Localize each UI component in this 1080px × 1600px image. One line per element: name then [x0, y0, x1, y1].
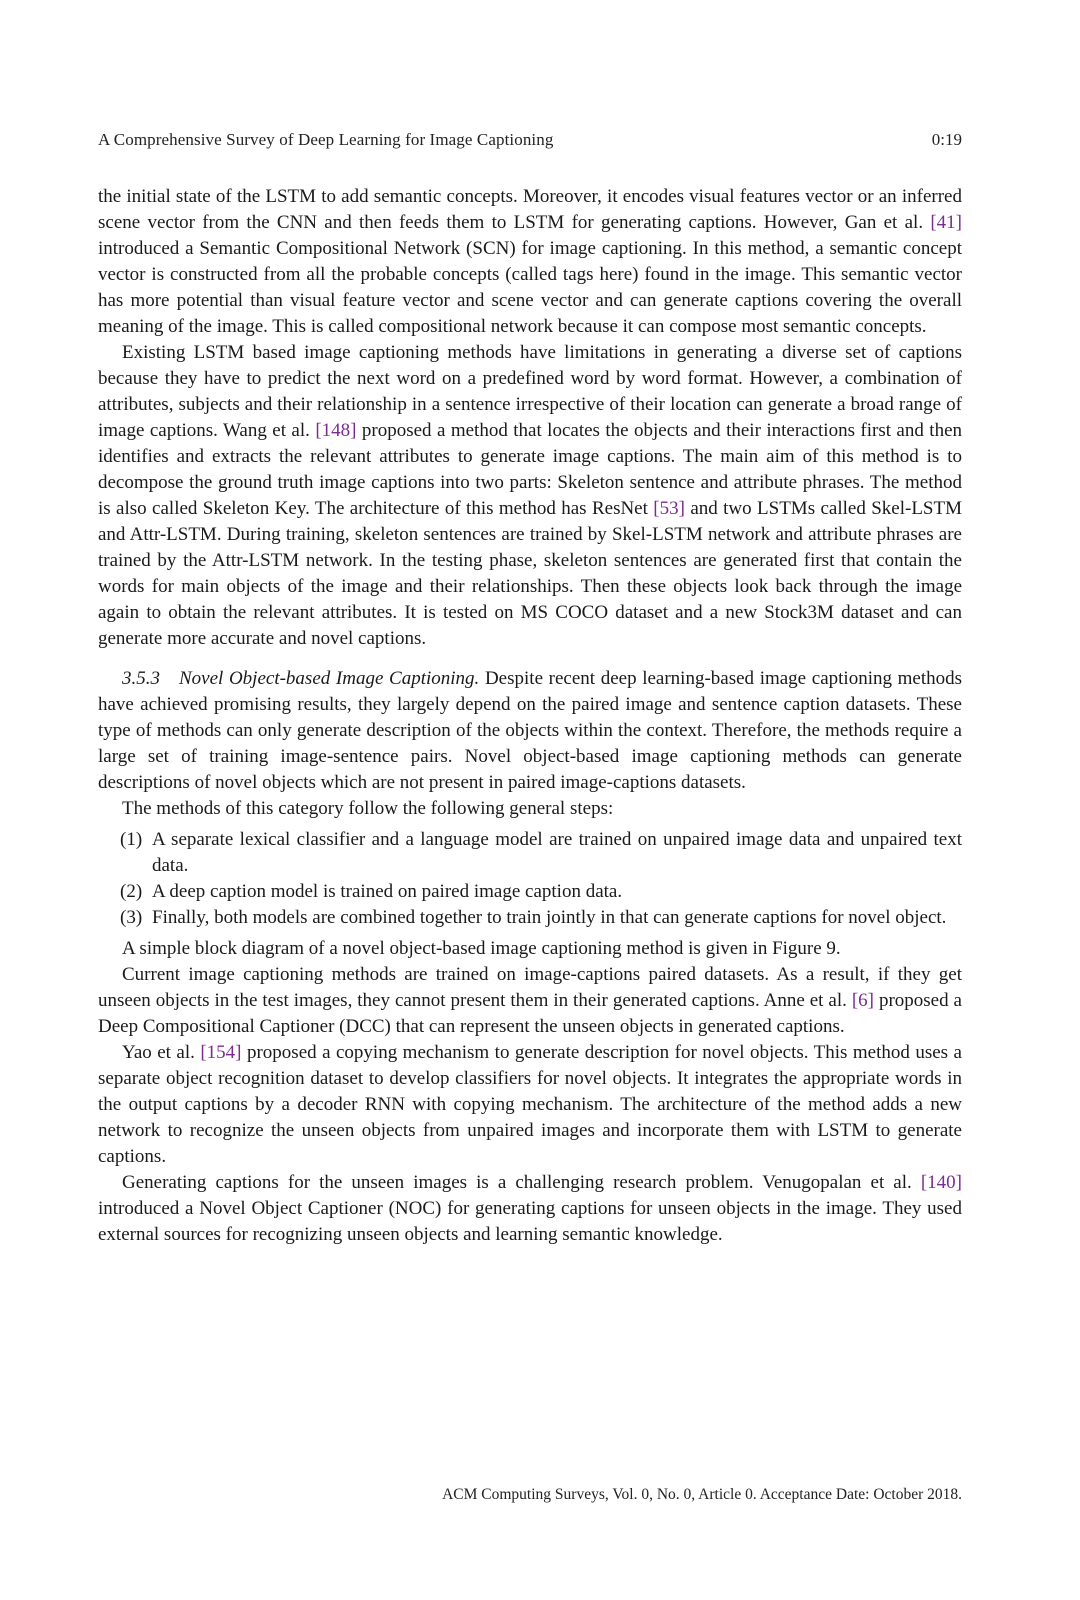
list-item-text: A deep caption model is trained on paired image caption data.	[152, 881, 623, 902]
paragraph	[98, 936, 962, 962]
paragraph-text: The methods of this category follow the following general steps:	[122, 798, 614, 819]
paragraph	[98, 340, 962, 652]
citation-link[interactable]: [53]	[653, 498, 685, 519]
paragraph	[98, 1170, 962, 1248]
page-header	[98, 130, 962, 150]
paragraph	[98, 666, 962, 796]
list-item-marker: (2)	[120, 881, 143, 902]
paragraph-text: Generating captions for the unseen images is a challenging research problem. Venugopalan et al.	[122, 1172, 921, 1193]
paragraph-text: Current image captioning methods are trained on image-captions paired datasets. As a result, if they get unseen objects in the test images, they cannot present them in their generated captions. Anne et al.	[98, 964, 962, 1011]
list-item-text: A separate lexical classifier and a language model are trained on unpaired image data and unpaired text data.	[152, 829, 962, 876]
page-body	[98, 184, 962, 1248]
citation-link[interactable]: [41]	[930, 212, 962, 233]
citation-link[interactable]: [148]	[315, 420, 357, 441]
paragraph-text: A simple block diagram of a novel object-based image captioning method is given in Figure 9.	[122, 938, 841, 959]
list-item	[98, 905, 962, 931]
paragraph-text: Existing LSTM based image captioning methods have limitations in generating a diverse set of captions because they have to predict the next word on a predefined word by word format. However, a combination of attributes, subjects and their relationship in a sentence irrespective of their location can generate a broad range of image captions. Wang et al.	[98, 342, 962, 441]
page-footer	[98, 1486, 962, 1504]
list-item	[98, 827, 962, 879]
list-item-marker: (3)	[120, 907, 143, 928]
paragraph	[98, 184, 962, 340]
citation-link[interactable]: [154]	[200, 1042, 242, 1063]
list-item	[98, 879, 962, 905]
list-item-text: Finally, both models are combined together to train jointly in that can generate captions for novel object.	[152, 907, 947, 928]
list-item-marker: (1)	[120, 829, 143, 850]
paragraph-text: Yao et al.	[122, 1042, 201, 1063]
paragraph-text: proposed a copying mechanism to generate description for novel objects. This method uses a separate object recognition dataset to develop classifiers for novel objects. It integrates the appropriate words in the output captions by a decoder RNN with copying mechanism. The architecture of the method adds a new network to recognize the unseen objects from unpaired images and incorporate them with LSTM to generate captions.	[98, 1042, 962, 1167]
citation-link[interactable]: [140]	[920, 1172, 962, 1193]
paragraph-text: the initial state of the LSTM to add semantic concepts. Moreover, it encodes visual features vector or an inferred scene vector from the CNN and then feeds them to LSTM for generating captions. However, Gan et al.	[98, 186, 962, 233]
paragraph-text: introduced a Semantic Compositional Network (SCN) for image captioning. In this method, a semantic concept vector is constructed from all the probable concepts (called tags here) found in the image. This semantic vector has more potential than visual feature vector and scene vector and can generate captions covering the overall meaning of the image. This is called compositional network because it can compose most semantic concepts.	[98, 238, 962, 337]
running-title: A Comprehensive Survey of Deep Learning for Image Captioning	[98, 130, 554, 149]
paragraph-text: Despite recent deep learning-based image captioning methods have achieved promising results, they largely depend on the paired image and sentence caption datasets. These type of methods can only generate description of the objects within the context. Therefore, the methods require a large set of training image-sentence pairs. Novel object-based image captioning methods can generate descriptions of novel objects which are not present in paired image-captions datasets.	[98, 668, 963, 793]
subsection-heading: 3.5.3 Novel Object-based Image Captioning.	[122, 668, 480, 689]
paragraph-text: proposed a method that locates the objects and their interactions first and then identifies and extracts the relevant attributes to generate image captions. The main aim of this method is to decompose the ground truth image captions into two parts: Skeleton sentence and attribute phrases. The method is also called Skeleton Key. The architecture of this method has ResNet	[98, 420, 962, 519]
numbered-list	[98, 827, 962, 931]
paragraph	[98, 1040, 962, 1170]
footer-text: ACM Computing Surveys, Vol. 0, No. 0, Article 0. Acceptance Date: October 2018.	[442, 1486, 962, 1503]
paragraph-text: and two LSTMs called Skel-LSTM and Attr-LSTM. During training, skeleton sentences are trained by Skel-LSTM network and attribute phrases are trained by the Attr-LSTM network. In the testing phase, skeleton sentences are generated first that contain the words for main objects of the image and their relationships. Then these objects look back through the image again to obtain the relevant attributes. It is tested on MS COCO dataset and a new Stock3M dataset and can generate more accurate and novel captions.	[98, 498, 962, 649]
paragraph	[98, 796, 962, 822]
paragraph-text: introduced a Novel Object Captioner (NOC) for generating captions for unseen objects in the image. They used external sources for recognizing unseen objects and learning semantic knowledge.	[98, 1198, 962, 1245]
page-number: 0:19	[931, 130, 962, 149]
paragraph	[98, 962, 962, 1040]
citation-link[interactable]: [6]	[851, 990, 874, 1011]
paragraph-text: proposed a Deep Compositional Captioner (DCC) that can represent the unseen objects in generated captions.	[98, 990, 962, 1037]
